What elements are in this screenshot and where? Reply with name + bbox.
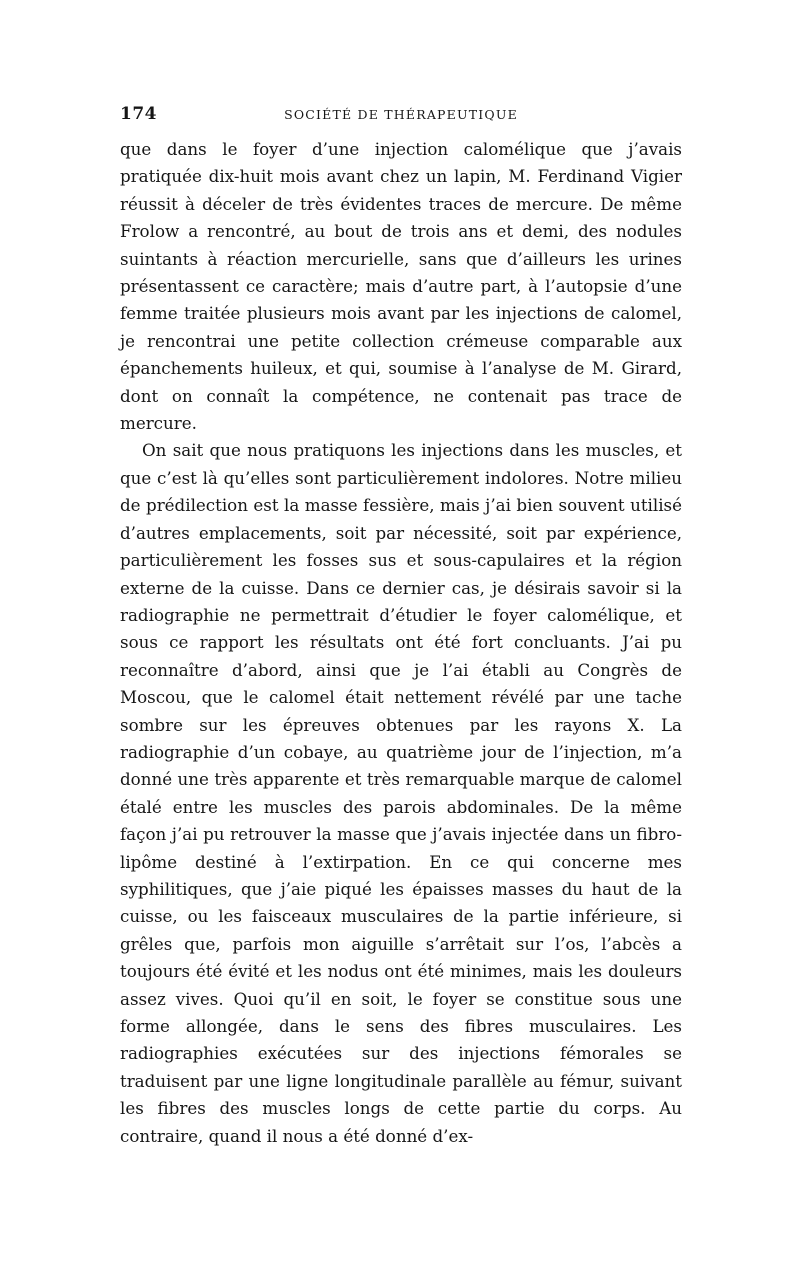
page-number: 174 — [120, 104, 157, 124]
paragraph-injections: On sait que nous pratiquons les injections dans les muscles, et que c’est là qu’elles sont particulièrement indolores. Notre milieu de prédilection est la masse fessière, mais j’ai bien souvent utilisé d’autres emplacements, soit par nécessité, soit par expérience, particulièrement les fosses sus et sous-capulaires et la région externe de la cuisse. Dans ce dernier cas, je désirais savoir si la radiographie ne permettrait d’étudier le foyer calomélique, et sous ce rapport les résultats ont été fort concluants. J’ai pu reconnaître d’abord, ainsi que je l’ai établi au Congrès de Moscou, que le calomel était nettement révélé par une tache sombre sur les épreuves obtenues par les rayons X. La radiographie d’un cobaye, au quatrième jour de l’injection, m’a donné une très apparente et très remarquable marque de calomel étalé entre les muscles des parois abdominales. De la même façon j’ai pu retrouver la masse que j’avais injectée dans un fibro-lipôme destiné à l’extirpation. En ce qui concerne mes syphilitiques, que j’aie piqué les épaisses masses du haut de la cuisse, ou les faisceaux musculaires de la partie inférieure, si grêles que, parfois mon aiguille s’arrêtait sur l’os, l’abcès a toujours été évité et les nodus ont été minimes, mais les douleurs assez vives. Quoi qu’il en soit, le foyer se constitue sous une forme allongée, dans le sens des fibres musculaires. Les radiographies exécutées sur des injections fémorales se traduisent par une ligne longitudinale parallèle au fémur, suivant les fibres des muscles longs de cette partie du corps. Au contraire, quand il nous a été donné d’ex- — [120, 440, 682, 1146]
paragraph-continued: que dans le foyer d’une injection calomélique que j’avais pratiquée dix-huit mois avant chez un lapin, M. Ferdinand Vigier réussit à déceler de très évidentes traces de mercure. De même Frolow a rencontré, au bout de trois ans et demi, des nodules suintants à réaction mercurielle, sans que d’ailleurs les urines présentassent ce caractère; mais d’autre part, à l’autopsie d’une femme traitée plusieurs mois avant par les injections de calomel, je rencontrai une petite collection crémeuse comparable aux épanchements huileux, et qui, soumise à l’analyse de M. Girard, dont on connaît la compétence, ne contenait pas trace de mercure. — [120, 139, 682, 434]
journal-title: SOCIÉTÉ DE THÉRAPEUTIQUE — [284, 107, 518, 122]
book-page — [120, 104, 682, 1150]
body-text — [120, 136, 682, 1150]
running-head — [120, 104, 682, 128]
